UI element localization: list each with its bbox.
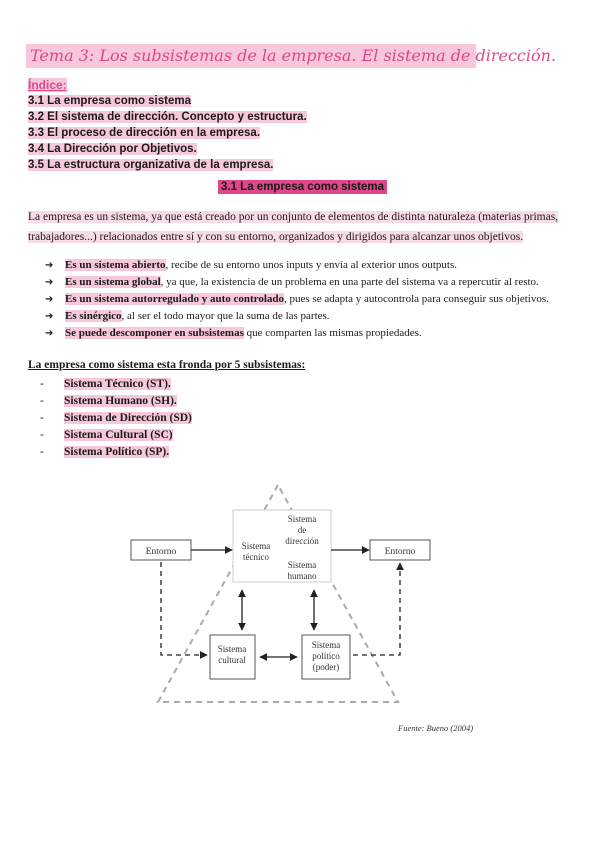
direccion-label-3: dirección xyxy=(285,536,319,546)
entorno-right-label: Entorno xyxy=(384,547,416,557)
list-item: - Sistema de Dirección (SD) xyxy=(40,412,192,424)
list-item: ➔ Es un sistema autorregulado y auto controlado, pues se adapta y autocontrola para conseguir sus objetivos. xyxy=(45,291,549,308)
list-item: ➔ Es un sistema global, ya que, la existencia de un problema en una parte del sistema va a repercutir al resto. xyxy=(45,274,549,291)
arrow-right-icon: ➔ xyxy=(45,328,54,339)
list-item: ➔ Es un sistema abierto, recibe de su entorno unos inputs y envía al exterior unos outputs. xyxy=(45,257,549,274)
arrow-right-icon: ➔ xyxy=(45,294,54,305)
list-item: - Sistema Humano (SH). xyxy=(40,395,177,407)
cultural-label-1: Sistema xyxy=(217,644,247,654)
dashed-right-loop xyxy=(353,563,400,655)
tecnico-label-1: Sistema xyxy=(241,541,271,551)
list-item: - Sistema Político (SP). xyxy=(40,446,170,458)
toc-item: 3.1 La empresa como sistema xyxy=(28,95,191,107)
section-heading: 3.1 La empresa como sistema xyxy=(218,180,387,194)
toc-item: 3.2 El sistema de dirección. Concepto y estructura. xyxy=(28,111,307,123)
direccion-label-1: Sistema xyxy=(287,514,317,524)
politico-label-2: político xyxy=(312,651,340,661)
arrow-right-icon: ➔ xyxy=(45,260,54,271)
subsystems-heading: La empresa como sistema esta fronda por 5 subsistemas: xyxy=(28,359,306,371)
arrow-right-icon: ➔ xyxy=(45,311,54,322)
list-item: - Sistema Cultural (SC) xyxy=(40,429,173,441)
toc-heading: Índice: xyxy=(28,78,67,92)
dashed-left-loop xyxy=(161,562,207,655)
list-item: ➔ Se puede descomponer en subsistemas que comparten las mismas propiedades. xyxy=(45,325,549,342)
diagram-source: Fuente: Bueno (2004) xyxy=(398,723,474,733)
page-title: Tema 3: Los subsistemas de la empresa. El sistema de dirección. xyxy=(26,44,476,68)
politico-label-3: (poder) xyxy=(312,662,340,672)
subsystems-diagram xyxy=(0,470,600,740)
characteristics-list xyxy=(45,257,549,342)
list-item: ➔ Es sinérgico, al ser el todo mayor que la suma de las partes. xyxy=(45,308,549,325)
arrow-right-icon: ➔ xyxy=(45,277,54,288)
toc-item: 3.3 El proceso de dirección en la empresa. xyxy=(28,127,261,139)
politico-label-1: Sistema xyxy=(311,640,341,650)
intro-paragraph: La empresa es un sistema, ya que está creado por un conjunto de elementos de distinta naturaleza (materias primas, trabajadores...) relacionados entre sí y con su entorno, organizados y dirigidos para alcanzar unos objetivos. xyxy=(28,211,559,243)
toc-item: 3.5 La estructura organizativa de la empresa. xyxy=(28,159,274,171)
cultural-label-2: cultural xyxy=(218,655,246,665)
humano-label-1: Sistema xyxy=(287,560,317,570)
direccion-label-2: de xyxy=(297,525,307,535)
toc-item: 3.4 La Dirección por Objetivos. xyxy=(28,143,197,155)
tecnico-label-2: técnico xyxy=(243,552,269,562)
humano-label-2: humano xyxy=(287,571,317,581)
list-item: - Sistema Técnico (ST). xyxy=(40,378,171,390)
entorno-left-label: Entorno xyxy=(145,547,177,557)
table-of-contents xyxy=(28,93,307,173)
subsystems-list xyxy=(40,376,192,461)
